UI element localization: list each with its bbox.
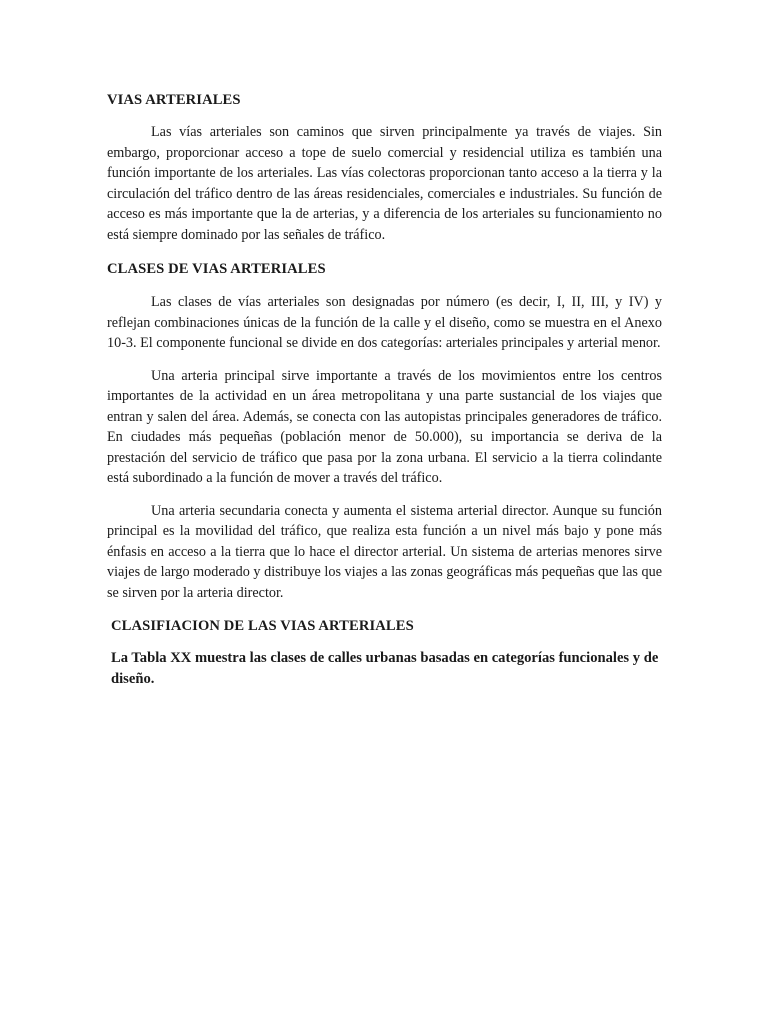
paragraph-tabla-xx: La Tabla XX muestra las clases de calles urbanas basadas en categorías funcionales y de diseño. <box>111 650 659 687</box>
paragraph-vias-arteriales: Las vías arteriales son caminos que sirven principalmente ya través de viajes. Sin embargo, proporcionar acceso a tope de suelo comercial y residencial utiliza es también una función importante de los arteriales. Las vías colectoras proporcionan tanto acceso a la tierra y la circulación del tráfico dentro de las áreas residenciales, comerciales e industriales. Su función de acceso es más importante que la de arterias, y a diferencia de los arteriales su funcionamiento no está siempre dominado por las señales de tráfico. <box>107 124 662 243</box>
paragraph-clases-1: Las clases de vías arteriales son designadas por número (es decir, I, II, III, y IV) y reflejan combinaciones únicas de la función de la calle y el diseño, como se muestra en el Anexo 10-3. El componente funcional se divide en dos categorías: arteriales principales y arterial menor. <box>107 294 662 351</box>
section-heading-clases: CLASES DE VIAS ARTERIALES <box>107 261 326 277</box>
paragraph-clases-2: Una arteria principal sirve importante a través de los movimientos entre los centros importantes de la actividad en un área metropolitana y una parte sustancial de los viajes que entran y salen del área. Además, se conecta con las autopistas principales generadores de tráfico. En ciudades más pequeñas (población menor de 50.000), su importancia se deriva de la prestación del servicio de tráfico que pasa por la zona urbana. El servicio a la tierra colindante está subordinado a la función de mover a través del tráfico. <box>107 367 662 486</box>
paragraph-clases-3: Una arteria secundaria conecta y aumenta el sistema arterial director. Aunque su función principal es la movilidad del tráfico, que realiza esta función a un nivel más bajo y pone más énfasis en acceso a la tierra que lo hace el director arterial. Un sistema de arterias menores sirve viajes de largo moderado y distribuye los viajes a las zonas geográficas más pequeñas que las que se sirven por la arteria director. <box>107 502 662 601</box>
section-heading-vias-arteriales: VIAS ARTERIALES <box>107 92 241 108</box>
document-page <box>107 90 662 690</box>
section-heading-clasificacion: CLASIFIACION DE LAS VIAS ARTERIALES <box>111 618 414 634</box>
